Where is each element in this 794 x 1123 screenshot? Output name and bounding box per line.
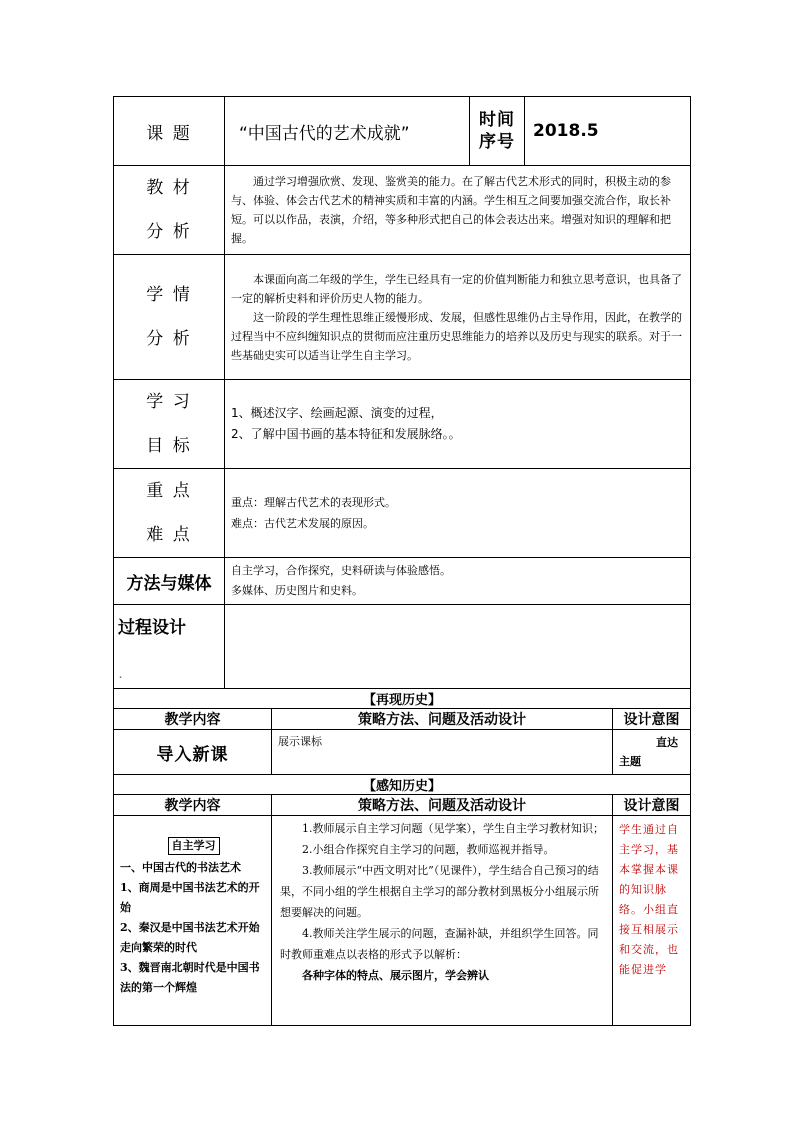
students-label-line1: 学 情	[146, 285, 192, 305]
intro-intent-line1: 直达	[656, 736, 679, 749]
mid-item-2: 2.小组合作探究自主学习的问题，教师巡视并指导。	[302, 843, 555, 856]
header-intent: 设计意图	[613, 709, 691, 730]
header2-content: 教学内容	[114, 795, 272, 816]
time-label-line2: 序号	[479, 132, 515, 152]
left-item-1: 一、中国古代的书法艺术	[120, 861, 241, 874]
methods-line-1: 自主学习，合作探究，史料研读与体验感悟。	[231, 564, 451, 577]
keypoint-difficult: 难点：古代艺术发展的原因。	[231, 517, 374, 530]
material-label-line2: 分 析	[146, 222, 192, 242]
process-row	[114, 605, 691, 689]
keypoints-label-line1: 重 点	[146, 481, 192, 501]
section-reproduce-table	[113, 688, 691, 1026]
intro-strategy: 展示课标	[272, 730, 613, 775]
lesson-plan-sheet	[113, 96, 690, 1026]
keypoints-row	[114, 469, 691, 558]
left-item-4: 3、魏晋南北朝时代是中国书法的第一个辉煌	[120, 961, 260, 994]
goals-item-1: 1、概述汉字、绘画起源、演变的过程，	[231, 406, 443, 420]
goals-text	[225, 380, 691, 469]
goals-label	[114, 380, 225, 469]
perceive-intent: 学生通过自主学习，基本掌握本课的知识脉络。小组直接互相展示和交流，也能促进学	[613, 816, 691, 1026]
self-study-box-wrap	[120, 836, 267, 856]
time-label-line1: 时间	[479, 110, 515, 130]
methods-line-2: 多媒体、历史图片和史料。	[231, 584, 363, 597]
time-label	[470, 97, 525, 166]
header2-intent: 设计意图	[613, 795, 691, 816]
material-label-line1: 教 材	[146, 178, 192, 198]
intro-intent-line2: 主题	[619, 755, 641, 768]
mid-bold-line: 各种字体的特点、展示图片，学会辨认	[302, 969, 489, 982]
students-paragraph-1: 本课面向高二年级的学生，学生已经具有一定的价值判断能力和独立思考意识，也具备了一定的解析史料和评价历史人物的能力。	[231, 272, 682, 305]
students-label-line2: 分 析	[146, 329, 192, 349]
perceive-content	[114, 816, 272, 1026]
section-perceive-header-row	[114, 795, 691, 816]
lesson-info-table	[113, 96, 691, 689]
section-reproduce-header-row	[114, 709, 691, 730]
goals-label-line1: 学 习	[146, 392, 192, 412]
material-text: 通过学习增强欣赏、发现、鉴赏美的能力。在了解古代艺术形式的同时，积极主动的参与、体验、体会古代艺术的精神实质和丰富的内涵。学生相互之间要加强交流合作，取长补短。可以以作品，表演，介绍，等多种形式把自己的体会表达出来。增强对知识的理解和把握。	[225, 166, 691, 255]
process-empty-cell	[225, 605, 691, 689]
process-dot: .	[119, 671, 123, 680]
date-value: 2018.5	[525, 97, 691, 166]
mid-item-1: 1.教师展示自主学习问题（见学案），学生自主学习教材知识；	[302, 822, 604, 835]
perceive-strategy	[272, 816, 613, 1026]
keypoint-key: 重点：理解古代艺术的表现形式。	[231, 496, 396, 509]
self-study-box: 自主学习	[168, 837, 220, 855]
keypoints-text	[225, 469, 691, 558]
process-label-text: 过程设计	[118, 618, 186, 638]
mid-item-3: 3.教师展示“中西文明对比”（见课件），学生结合自己预习的结果，不同小组的学生根据自主学习的部分教材到黑板分小组展示所想要解决的问题。	[280, 864, 599, 919]
students-text	[225, 255, 691, 380]
methods-label: 方法与媒体	[114, 558, 225, 605]
keypoints-label	[114, 469, 225, 558]
section-reproduce-title-row	[114, 689, 691, 709]
header-strategy: 策略方法、问题及活动设计	[272, 709, 613, 730]
keypoints-label-line2: 难 点	[146, 525, 192, 545]
course-row	[114, 97, 691, 166]
section-perceive-title-row	[114, 775, 691, 795]
goals-row	[114, 380, 691, 469]
section-reproduce-title: 【再现历史】	[114, 689, 691, 709]
methods-row	[114, 558, 691, 605]
material-row	[114, 166, 691, 255]
perceive-row	[114, 816, 691, 1026]
course-title: “中国古代的艺术成就”	[225, 97, 470, 166]
methods-text	[225, 558, 691, 605]
header-content: 教学内容	[114, 709, 272, 730]
goals-item-2: 2、了解中国书画的基本特征和发展脉络。。	[231, 427, 461, 441]
left-item-3: 2、秦汉是中国书法艺术开始走向繁荣的时代	[120, 921, 260, 954]
process-label	[114, 605, 225, 689]
intro-content: 导入新课	[114, 730, 272, 775]
material-label	[114, 166, 225, 255]
section-perceive-title: 【感知历史】	[114, 775, 691, 795]
left-item-2: 1、商周是中国书法艺术的开始	[120, 881, 260, 914]
intro-intent	[613, 730, 691, 775]
goals-label-line2: 目 标	[146, 436, 192, 456]
students-paragraph-2: 这一阶段的学生理性思维正缓慢形成、发展，但感性思维仍占主导作用，因此，在教学的过程当中不应纠缠知识点的贯彻而应注重历史思维能力的培养以及历史与现实的联系。对于一些基础史实可以适当让学生自主学习。	[231, 310, 682, 362]
mid-item-4: 4.教师关注学生展示的问题，查漏补缺，并组织学生回答。同时教师重难点以表格的形式予以解析：	[280, 927, 599, 961]
course-label: 课 题	[114, 97, 225, 166]
intro-row	[114, 730, 691, 775]
students-row	[114, 255, 691, 380]
students-label	[114, 255, 225, 380]
header2-strategy: 策略方法、问题及活动设计	[272, 795, 613, 816]
